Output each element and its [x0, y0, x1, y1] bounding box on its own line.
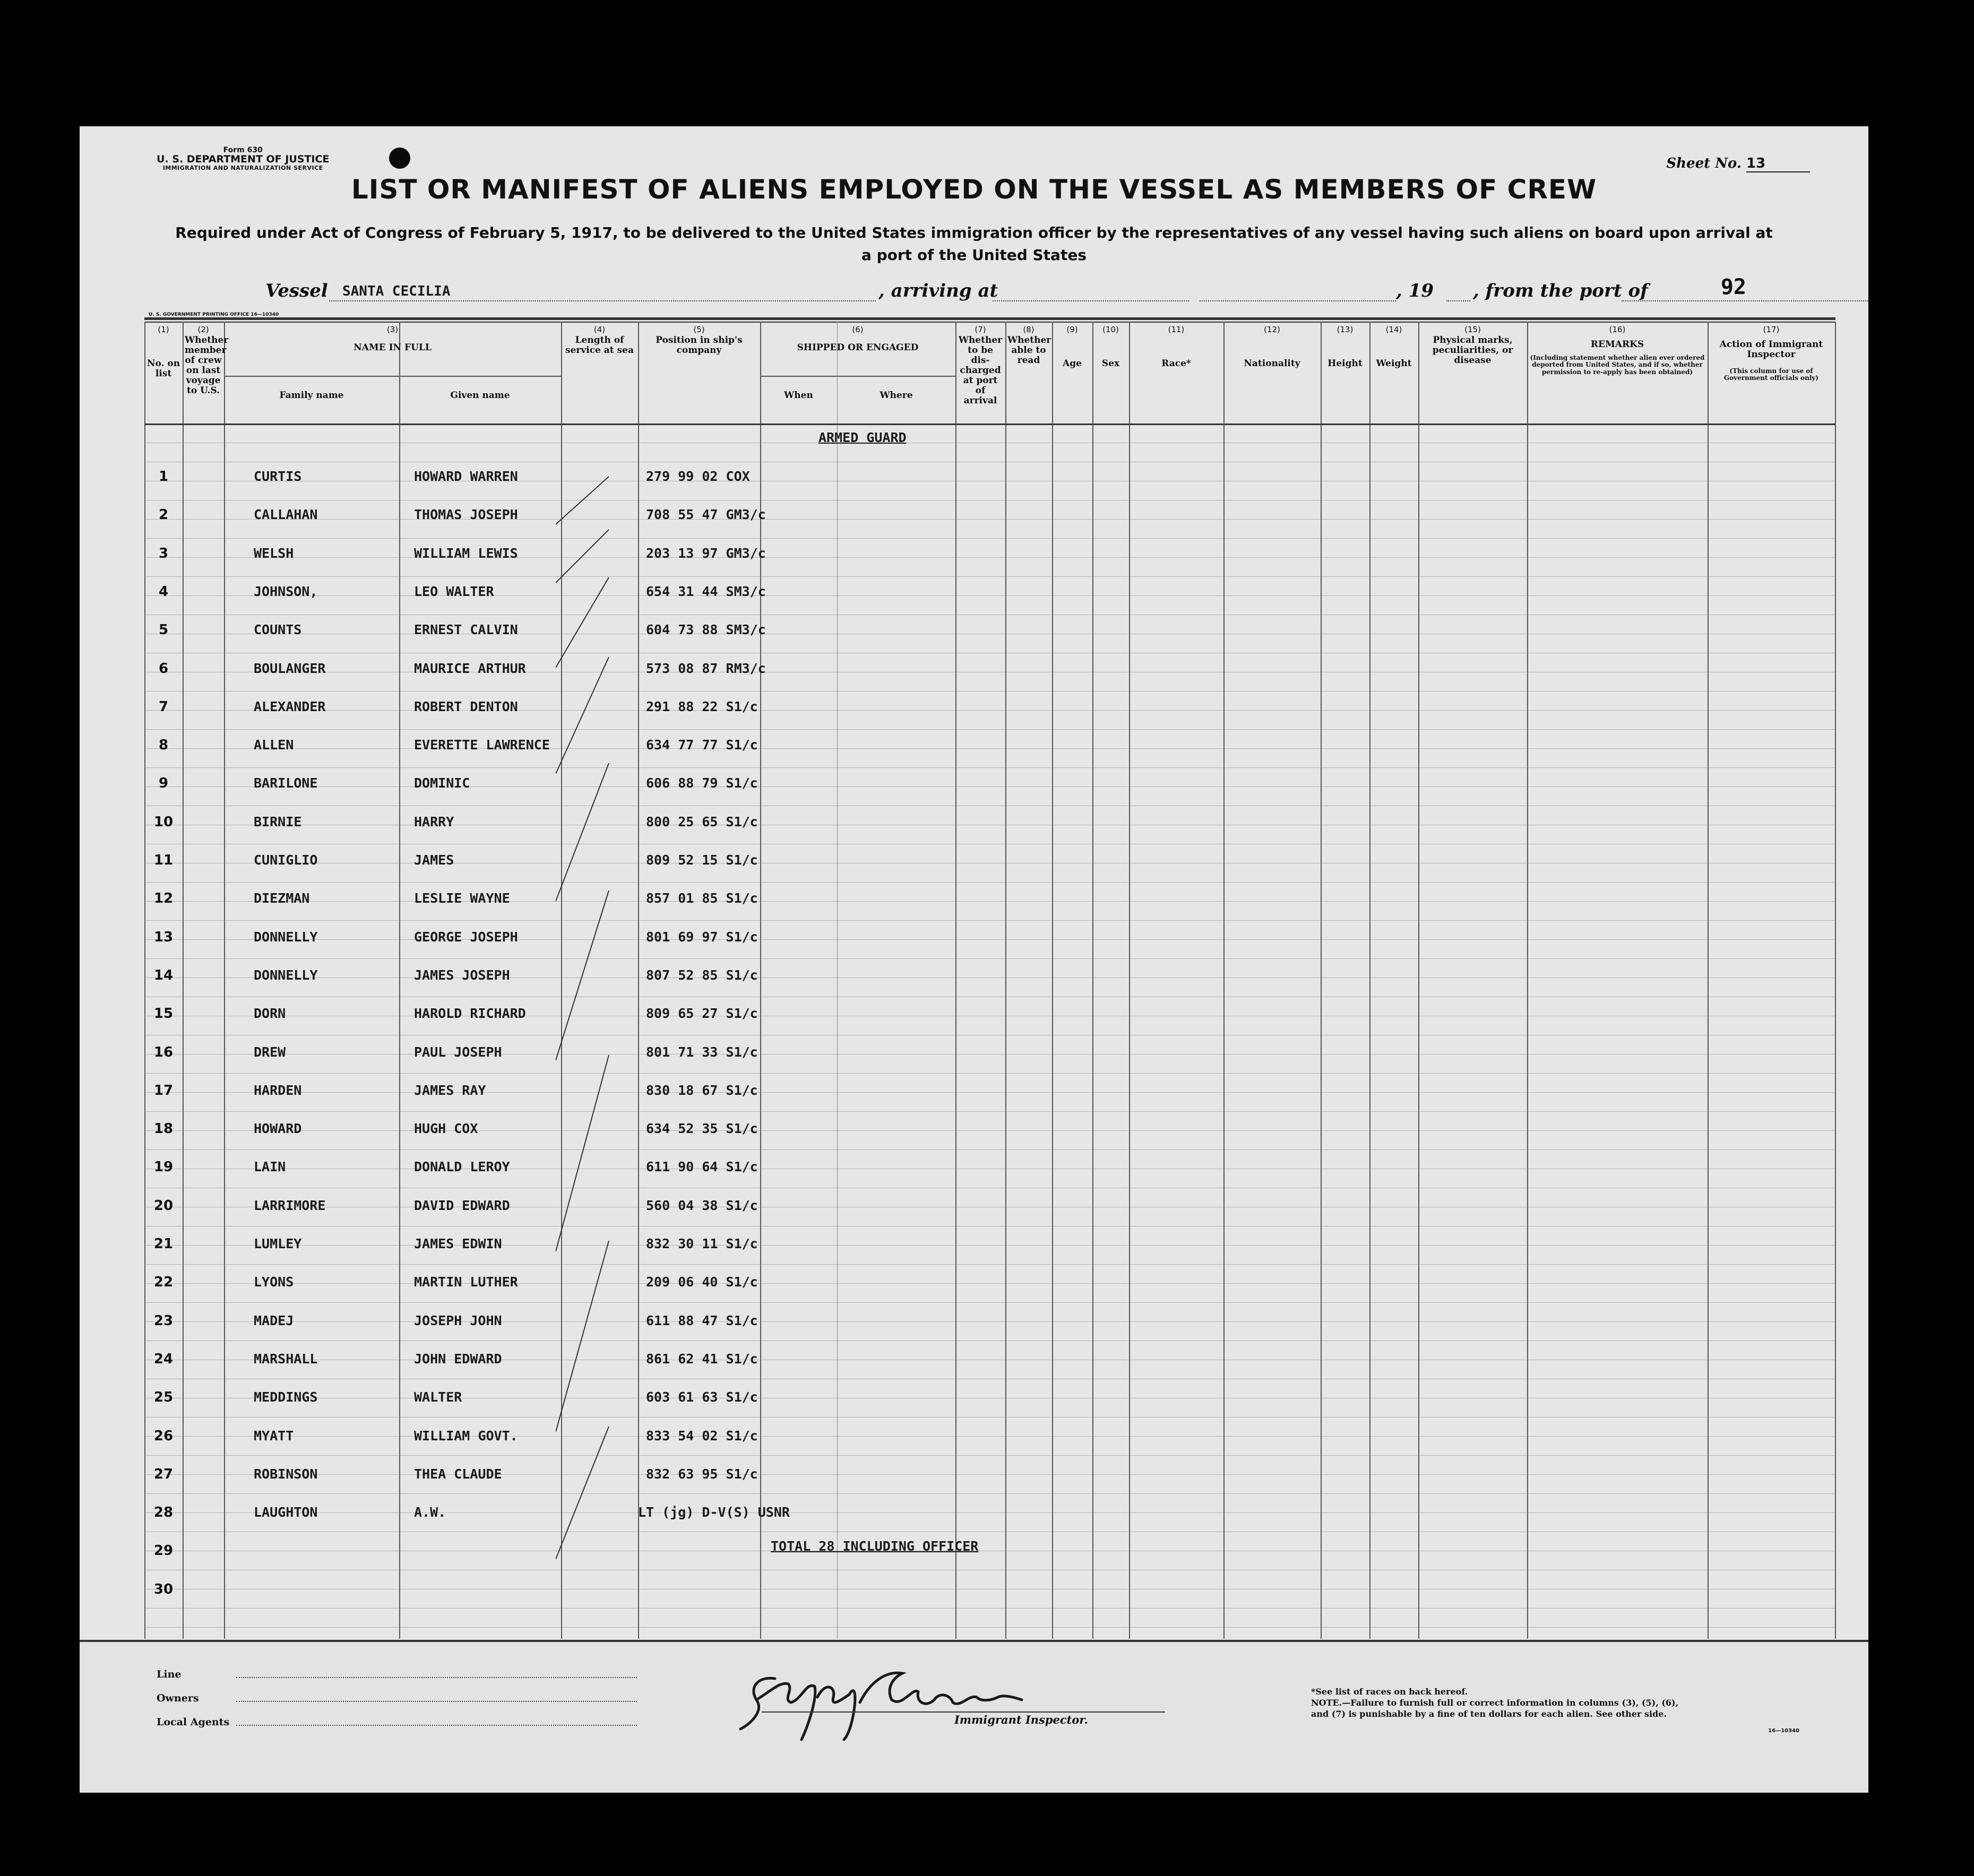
table-row — [144, 1428, 1835, 1449]
column-header: NAME IN FULL — [354, 342, 432, 353]
column-number: (1) — [158, 325, 169, 334]
column-header: Age — [1063, 358, 1082, 369]
row-number: 12 — [153, 891, 174, 907]
table-row — [144, 737, 1835, 758]
column-number: (9) — [1066, 325, 1078, 334]
table-row — [144, 814, 1835, 835]
column-number: (7) — [975, 325, 986, 334]
vessel-line — [265, 280, 1794, 307]
family-name: COUNTS — [254, 622, 302, 638]
family-name: LYONS — [254, 1274, 294, 1290]
table-row — [144, 891, 1835, 912]
inspector-signature — [727, 1649, 1152, 1745]
family-name: HARDEN — [254, 1082, 302, 1098]
row-number: 2 — [158, 507, 169, 523]
given-name: JOHN EDWARD — [414, 1351, 502, 1367]
position-in-company: 708 55 47 GM3/c — [646, 507, 766, 523]
form-issuer — [157, 146, 329, 171]
given-name: GEORGE JOSEPH — [414, 929, 518, 945]
column-number: (10) — [1102, 325, 1119, 334]
family-name: WELSH — [254, 545, 294, 561]
row-number: 8 — [158, 737, 169, 754]
family-name: ALEXANDER — [254, 698, 326, 714]
family-name: BIRNIE — [254, 814, 302, 829]
year-label: , 19 — [1396, 280, 1434, 301]
table-row — [144, 1121, 1835, 1142]
position-in-company: 832 63 95 S1/c — [646, 1466, 758, 1482]
row-number: 11 — [153, 852, 174, 868]
total-line: TOTAL 28 INCLUDING OFFICER — [771, 1538, 979, 1554]
row-number: 19 — [153, 1159, 174, 1175]
column-header: Action of Immigrant Inspector — [1719, 339, 1823, 360]
from-port-label: , from the port of — [1473, 280, 1648, 301]
row-number: 29 — [153, 1543, 174, 1559]
table-row — [144, 1044, 1835, 1066]
row-number: 16 — [153, 1044, 174, 1060]
column-header: Nationality — [1244, 358, 1300, 369]
position-in-company: 832 30 11 S1/c — [646, 1236, 758, 1251]
position-in-company: 604 73 88 SM3/c — [646, 622, 766, 638]
given-name: HUGH COX — [414, 1121, 478, 1137]
table-row — [144, 1274, 1835, 1295]
family-name: LAUGHTON — [254, 1505, 318, 1520]
family-name: DONNELLY — [254, 929, 318, 945]
family-name: LUMLEY — [254, 1236, 302, 1251]
row-number: 18 — [153, 1121, 174, 1137]
row-number: 13 — [153, 929, 174, 945]
penalty-note: NOTE.—Failure to furnish full or correct information in columns (3), (5), (6), and (7) is punishable by a fine of ten dollars for each alien. See other side. — [1311, 1697, 1679, 1719]
given-name: JAMES EDWIN — [414, 1236, 502, 1251]
position-in-company: 603 61 63 S1/c — [646, 1389, 758, 1405]
column-header: Height — [1328, 358, 1363, 369]
vessel-label: Vessel — [265, 280, 328, 301]
manifest-sheet — [80, 126, 1868, 1793]
column-number: (8) — [1023, 325, 1035, 334]
position-in-company: 611 88 47 S1/c — [646, 1312, 758, 1328]
family-name: MARSHALL — [254, 1351, 318, 1367]
table-row — [144, 1313, 1835, 1334]
table-row — [144, 1351, 1835, 1372]
family-name: CUNIGLIO — [254, 852, 318, 868]
family-name: DREW — [254, 1044, 286, 1060]
given-name: ROBERT DENTON — [414, 698, 518, 714]
column-header: Sex — [1101, 358, 1120, 369]
table-row — [144, 967, 1835, 989]
family-name: MEDDINGS — [254, 1389, 318, 1405]
owners-label: Owners — [157, 1692, 199, 1704]
service-name: IMMIGRATION AND NATURALIZATION SERVICE — [162, 164, 323, 171]
given-name: JAMES RAY — [414, 1082, 486, 1098]
footer-notes — [1311, 1687, 1683, 1719]
family-name: BOULANGER — [254, 660, 326, 676]
given-name: THEA CLAUDE — [414, 1466, 502, 1482]
row-number: 23 — [153, 1312, 174, 1329]
column-number: (4) — [593, 325, 606, 334]
column-header: Position in ship's company — [656, 335, 743, 356]
position-in-company: 203 13 97 GM3/c — [646, 545, 766, 561]
row-number: 24 — [153, 1351, 174, 1367]
position-in-company: 606 88 79 S1/c — [646, 775, 758, 791]
position-in-company: 279 99 02 COX — [646, 469, 750, 484]
position-in-company: 634 52 35 S1/c — [646, 1121, 758, 1137]
column-header: Race* — [1161, 358, 1191, 369]
row-number: 20 — [153, 1197, 174, 1214]
table-row — [144, 1466, 1835, 1488]
table-row — [144, 1083, 1835, 1104]
column-header: Weight — [1376, 358, 1412, 369]
column-number: (17) — [1763, 325, 1780, 334]
table-row — [144, 661, 1835, 682]
position-in-company: 857 01 85 S1/c — [646, 891, 758, 906]
table-row — [144, 622, 1835, 643]
column-number: (13) — [1337, 325, 1354, 334]
position-in-company: 291 88 22 S1/c — [646, 698, 758, 714]
column-header: Physical marks, peculiarities, or disease — [1432, 335, 1513, 366]
given-name: JAMES JOSEPH — [414, 967, 510, 983]
row-number: 5 — [158, 622, 169, 638]
given-name: HAROLD RICHARD — [414, 1006, 526, 1022]
row-number: 1 — [158, 469, 169, 485]
column-note: (Including statement whether alien ever ordered deported from United States, and if so, whether permission to re-apply has been obtained) — [1530, 354, 1705, 376]
row-number: 14 — [153, 967, 174, 983]
table-row — [144, 507, 1835, 528]
position-in-company: 801 69 97 S1/c — [646, 929, 758, 945]
table-row — [144, 852, 1835, 874]
row-number: 28 — [153, 1505, 174, 1521]
column-subheader: Family name — [279, 390, 344, 401]
column-note: (This column for use of Government officials only) — [1723, 367, 1819, 382]
table-row — [144, 1006, 1835, 1027]
column-header: SHIPPED OR ENGAGED — [797, 342, 919, 353]
row-number: 6 — [158, 660, 169, 677]
row-number: 7 — [158, 698, 169, 715]
row-number: 30 — [153, 1581, 174, 1597]
inspector-label: Immigrant Inspector. — [954, 1713, 1088, 1726]
family-name: LARRIMORE — [254, 1197, 326, 1213]
row-number: 26 — [153, 1428, 174, 1444]
column-number: (2) — [197, 325, 209, 334]
family-name: DIEZMAN — [254, 891, 310, 906]
row-number: 25 — [153, 1389, 174, 1406]
page-title: LIST OR MANIFEST OF ALIENS EMPLOYED ON THE VESSEL AS MEMBERS OF CREW — [351, 174, 1597, 205]
given-name: PAUL JOSEPH — [414, 1044, 502, 1060]
vessel-name: SANTA CECILIA — [342, 283, 451, 299]
crew-table — [144, 317, 1835, 1639]
given-name: DOMINIC — [414, 775, 470, 791]
position-in-company: 833 54 02 S1/c — [646, 1428, 758, 1443]
table-row — [144, 929, 1835, 950]
row-number: 21 — [153, 1236, 174, 1252]
position-in-company: 573 08 87 RM3/c — [646, 660, 766, 676]
punch-hole — [389, 148, 410, 169]
printing-office: U. S. GOVERNMENT PRINTING OFFICE 16—10340 — [149, 312, 279, 317]
family-name: LAIN — [254, 1159, 286, 1175]
position-in-company: 654 31 44 SM3/c — [646, 583, 766, 599]
given-name: WILLIAM LEWIS — [414, 545, 518, 561]
column-header: No. on list — [146, 358, 180, 379]
row-number: 27 — [153, 1466, 174, 1482]
column-number: (6) — [852, 325, 864, 334]
column-number: (11) — [1168, 325, 1185, 334]
local-agents-label: Local Agents — [157, 1716, 230, 1728]
table-row — [144, 469, 1835, 490]
position-in-company: 634 77 77 S1/c — [646, 737, 758, 753]
given-name: HARRY — [414, 814, 454, 829]
given-name: EVERETTE LAWRENCE — [414, 737, 550, 753]
given-name: JAMES — [414, 852, 454, 868]
column-subheader: When — [784, 390, 813, 401]
table-row — [144, 1159, 1835, 1180]
column-header: Length of service at sea — [565, 335, 634, 356]
given-name: MARTIN LUTHER — [414, 1274, 518, 1290]
given-name: WILLIAM GOVT. — [414, 1428, 518, 1443]
position-in-company: LT (jg) D-V(S) USNR — [638, 1505, 790, 1520]
given-name: A.W. — [414, 1505, 446, 1520]
position-in-company: 809 52 15 S1/c — [646, 852, 758, 868]
given-name: HOWARD WARREN — [414, 469, 518, 484]
line-label: Line — [157, 1668, 182, 1680]
table-row — [144, 1505, 1835, 1526]
form-code: 16—10340 — [1768, 1728, 1799, 1734]
column-header: Whether to be dis-charged at port of arrival — [958, 335, 1003, 407]
column-number: (12) — [1264, 325, 1280, 334]
position-in-company: 830 18 67 S1/c — [646, 1082, 758, 1098]
column-number: (15) — [1464, 325, 1481, 334]
table-row — [144, 1198, 1835, 1219]
family-name: HOWARD — [254, 1121, 302, 1137]
arriving-label: , arriving at — [878, 280, 998, 301]
family-name: CURTIS — [254, 469, 302, 484]
position-in-company: 801 71 33 S1/c — [646, 1044, 758, 1060]
family-name: MYATT — [254, 1428, 294, 1443]
family-name: DORN — [254, 1006, 286, 1022]
ditto-strokes — [556, 445, 662, 1612]
row-number: 22 — [153, 1274, 174, 1291]
column-header: Whether member of crew on last voyage to U.S. — [185, 335, 229, 396]
row-number: 4 — [158, 583, 169, 600]
given-name: MAURICE ARTHUR — [414, 660, 526, 676]
column-header: REMARKS — [1590, 339, 1644, 350]
position-in-company: 611 90 64 S1/c — [646, 1159, 758, 1175]
table-row — [144, 546, 1835, 567]
given-name: WALTER — [414, 1389, 462, 1405]
row-number: 17 — [153, 1082, 174, 1099]
column-number: (14) — [1385, 325, 1402, 334]
family-name: DONNELLY — [254, 967, 318, 983]
family-name: CALLAHAN — [254, 507, 318, 523]
table-row — [144, 1236, 1835, 1257]
position-in-company: 861 62 41 S1/c — [646, 1351, 758, 1367]
page-subtitle: Required under Act of Congress of February 5, 1917, to be delivered to the United States immigration officer by the representatives of any vessel having such aliens on board upon arrival at a port of the United States — [175, 224, 1773, 264]
column-number: (5) — [693, 325, 705, 334]
given-name: LESLIE WAYNE — [414, 891, 510, 906]
column-header: Whether able to read — [1007, 335, 1051, 366]
family-name: ROBINSON — [254, 1466, 318, 1482]
table-row — [144, 1389, 1835, 1411]
given-name: DAVID EDWARD — [414, 1197, 510, 1213]
position-in-company: 209 06 40 S1/c — [646, 1274, 758, 1290]
sheet-number — [1666, 155, 1810, 172]
table-row — [144, 699, 1835, 720]
table-row — [144, 584, 1835, 605]
form-number: Form 630 — [223, 146, 263, 154]
races-note: *See list of races on back hereof. — [1311, 1687, 1468, 1697]
column-number: (16) — [1609, 325, 1626, 334]
column-number: (3) — [386, 325, 399, 334]
given-name: LEO WALTER — [414, 583, 494, 599]
row-number: 10 — [153, 814, 174, 830]
table-row — [144, 775, 1835, 797]
family-name: BARILONE — [254, 775, 318, 791]
family-name: JOHNSON, — [254, 583, 318, 599]
family-name: MADEJ — [254, 1312, 294, 1328]
family-name: ALLEN — [254, 737, 294, 753]
position-in-company: 800 25 65 S1/c — [646, 814, 758, 829]
given-name: THOMAS JOSEPH — [414, 507, 518, 523]
row-number: 9 — [158, 775, 169, 792]
position-in-company: 560 04 38 S1/c — [646, 1197, 758, 1213]
department-name: U. S. DEPARTMENT OF JUSTICE — [157, 153, 330, 165]
given-name: ERNEST CALVIN — [414, 622, 518, 638]
position-in-company: 809 65 27 S1/c — [646, 1006, 758, 1022]
table-row — [144, 1581, 1835, 1603]
row-number: 15 — [153, 1006, 174, 1022]
given-name: JOSEPH JOHN — [414, 1312, 502, 1328]
position-in-company: 807 52 85 S1/c — [646, 967, 758, 983]
column-subheader: Given name — [450, 390, 510, 401]
row-number: 3 — [158, 545, 169, 561]
sheet-number-value: 13 — [1746, 155, 1810, 172]
sheet-number-label: Sheet No. — [1666, 155, 1742, 171]
page-number: 92 — [1720, 275, 1746, 299]
column-subheader: Where — [880, 390, 913, 401]
section-heading: ARMED GUARD — [818, 430, 907, 445]
table-row — [144, 1543, 1835, 1564]
given-name: DONALD LEROY — [414, 1159, 510, 1175]
